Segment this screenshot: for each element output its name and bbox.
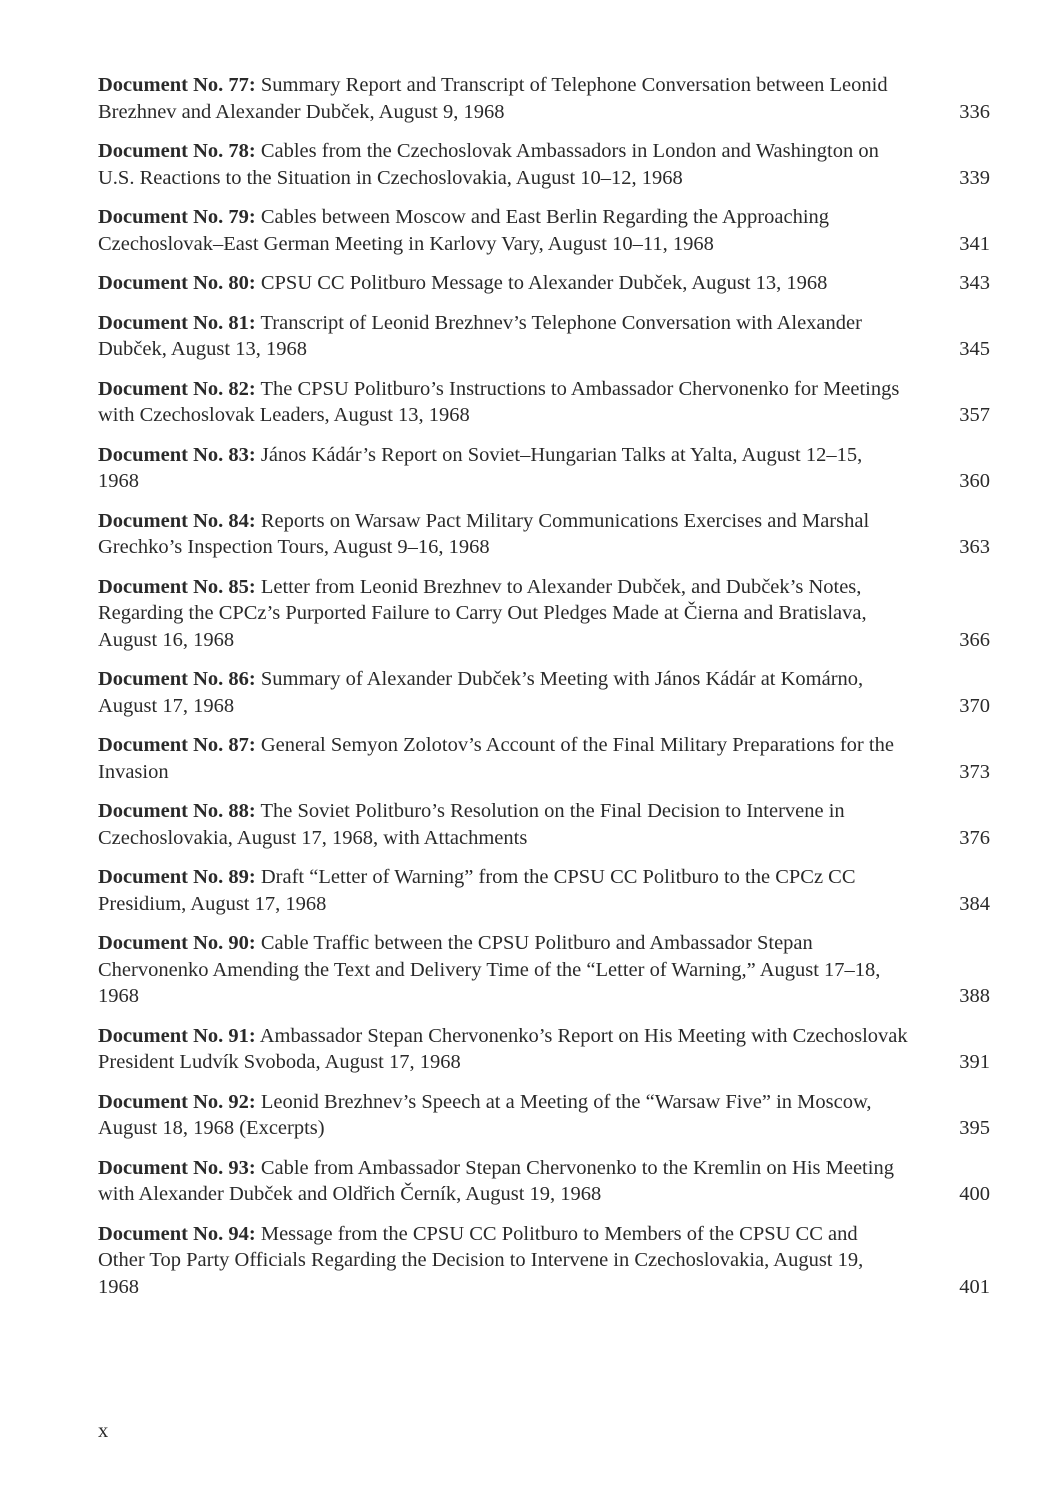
toc-entry [98, 864, 990, 917]
document-label: Document No. 90: [98, 932, 256, 954]
document-label: Document No. 80: [98, 272, 256, 294]
entry-text [98, 508, 908, 561]
entry-text [98, 1089, 908, 1142]
document-label: Document No. 79: [98, 206, 256, 228]
document-label: Document No. 82: [98, 377, 256, 400]
page-number: 366 [959, 628, 990, 651]
entry-text [98, 1155, 908, 1208]
entry-text [98, 930, 908, 1010]
document-title: Summary of Alexander Dubček’s Meeting with János Kádár at Komárno, August 17, 1968 [98, 668, 864, 717]
document-title: General Semyon Zolotov’s Account of the Final Military Preparations for the Invasion [98, 734, 894, 783]
toc-entry [98, 1023, 990, 1076]
page-number: 388 [959, 985, 990, 1007]
document-title: Reports on Warsaw Pact Military Communications Exercises and Marshal Grechko’s Inspection Tours, August 9–16, 1968 [98, 509, 870, 558]
toc-entry [98, 376, 990, 429]
entry-text [98, 376, 908, 429]
document-label: Document No. 94: [98, 1222, 256, 1245]
entry-text [98, 270, 908, 297]
document-title: Cables from the Czechoslovak Ambassadors in London and Washington on U.S. Reactions to the Situation in Czechoslovakia, August 10–12, 1968 [98, 140, 879, 189]
document-label: Document No. 78: [98, 140, 256, 162]
toc-entry [98, 666, 990, 719]
page-number: 343 [959, 272, 990, 294]
document-title: Cable from Ambassador Stepan Chervonenko to the Kremlin on His Meeting with Alexander Dubček and Oldřich Černík, August 19, 1968 [98, 1156, 894, 1205]
document-label: Document No. 85: [98, 575, 256, 598]
entry-text [98, 204, 908, 257]
document-title: Letter from Leonid Brezhnev to Alexander Dubček, and Dubček’s Notes, Regarding the CPCz’s Purported Failure to Carry Out Pledges Made at Čierna and Bratislava, August 16, 1968 [98, 575, 867, 651]
page-number: 345 [959, 338, 990, 360]
toc-entry [98, 1155, 990, 1208]
document-label: Document No. 92: [98, 1090, 256, 1113]
document-title: János Kádár’s Report on Soviet–Hungarian Talks at Yalta, August 12–15, 1968 [98, 443, 863, 492]
document-label: Document No. 84: [98, 509, 256, 532]
page-number: 376 [959, 826, 990, 849]
document-title: The Soviet Politburo’s Resolution on the Final Decision to Intervene in Czechoslovakia, August 17, 1968, with Attachments [98, 800, 845, 849]
table-of-contents [98, 72, 990, 1313]
entry-text [98, 1221, 908, 1301]
toc-entry [98, 270, 990, 297]
document-label: Document No. 81: [98, 311, 256, 334]
entry-text [98, 310, 908, 363]
page-number: 370 [959, 694, 990, 717]
document-label: Document No. 91: [98, 1024, 256, 1047]
document-title: Draft “Letter of Warning” from the CPSU CC Politburo to the CPCz CC Presidium, August 17, 1968 [98, 866, 856, 915]
document-title: Cable Traffic between the CPSU Politburo and Ambassador Stepan Chervonenko Amending the Text and Delivery Time of the “Letter of Warning,” August 17–18, 1968 [98, 932, 881, 1007]
toc-entry [98, 1089, 990, 1142]
document-title: CPSU CC Politburo Message to Alexander Dubček, August 13, 1968 [260, 272, 828, 294]
entry-text [98, 798, 908, 851]
document-label: Document No. 89: [98, 866, 256, 888]
entry-text [98, 138, 908, 191]
page-number: 360 [959, 470, 990, 492]
document-title: Leonid Brezhnev’s Speech at a Meeting of the “Warsaw Five” in Moscow, August 18, 1968 (Excerpts) [98, 1090, 872, 1139]
toc-entry [98, 204, 990, 257]
page-number: 384 [959, 892, 990, 915]
entry-text [98, 864, 908, 917]
entry-text [98, 666, 908, 719]
entry-text [98, 574, 908, 654]
page-folio: x [98, 1420, 109, 1442]
toc-entry [98, 574, 990, 654]
toc-entry [98, 72, 990, 125]
document-title: Cables between Moscow and East Berlin Regarding the Approaching Czechoslovak–East German Meeting in Karlovy Vary, August 10–11, 1968 [98, 206, 830, 255]
document-label: Document No. 77: [98, 74, 256, 96]
entry-text [98, 72, 908, 125]
toc-entry [98, 732, 990, 785]
toc-entry [98, 310, 990, 363]
page-number: 391 [959, 1051, 990, 1073]
page-number: 395 [959, 1117, 990, 1139]
document-title: Message from the CPSU CC Politburo to Members of the CPSU CC and Other Top Party Officials Regarding the Decision to Intervene in Czechoslovakia, August 19, 1968 [98, 1222, 864, 1298]
page-number: 336 [959, 100, 990, 123]
page-number: 401 [959, 1275, 990, 1298]
toc-entry [98, 442, 990, 495]
page-number: 341 [959, 232, 990, 255]
toc-entry [98, 930, 990, 1010]
document-label: Document No. 93: [98, 1156, 256, 1179]
toc-entry [98, 798, 990, 851]
toc-entry [98, 1221, 990, 1301]
document-label: Document No. 83: [98, 443, 256, 466]
document-title: The CPSU Politburo’s Instructions to Ambassador Chervonenko for Meetings with Czechoslovak Leaders, August 13, 1968 [98, 377, 900, 426]
document-title: Ambassador Stepan Chervonenko’s Report on His Meeting with Czechoslovak President Ludvík Svoboda, August 17, 1968 [98, 1024, 908, 1073]
page-number: 373 [959, 760, 990, 783]
page-number: 400 [959, 1183, 990, 1205]
entry-text [98, 732, 908, 785]
entry-text [98, 1023, 908, 1076]
toc-entry [98, 508, 990, 561]
document-label: Document No. 88: [98, 800, 256, 822]
document-label: Document No. 87: [98, 734, 256, 756]
page-number: 363 [959, 536, 990, 558]
toc-entry [98, 138, 990, 191]
document-title: Summary Report and Transcript of Telephone Conversation between Leonid Brezhnev and Alexander Dubček, August 9, 1968 [98, 74, 888, 123]
document-label: Document No. 86: [98, 668, 256, 690]
entry-text [98, 442, 908, 495]
page-number: 357 [959, 404, 990, 426]
document-title: Transcript of Leonid Brezhnev’s Telephone Conversation with Alexander Dubček, August 13, 1968 [98, 311, 862, 360]
page-number: 339 [959, 166, 990, 189]
